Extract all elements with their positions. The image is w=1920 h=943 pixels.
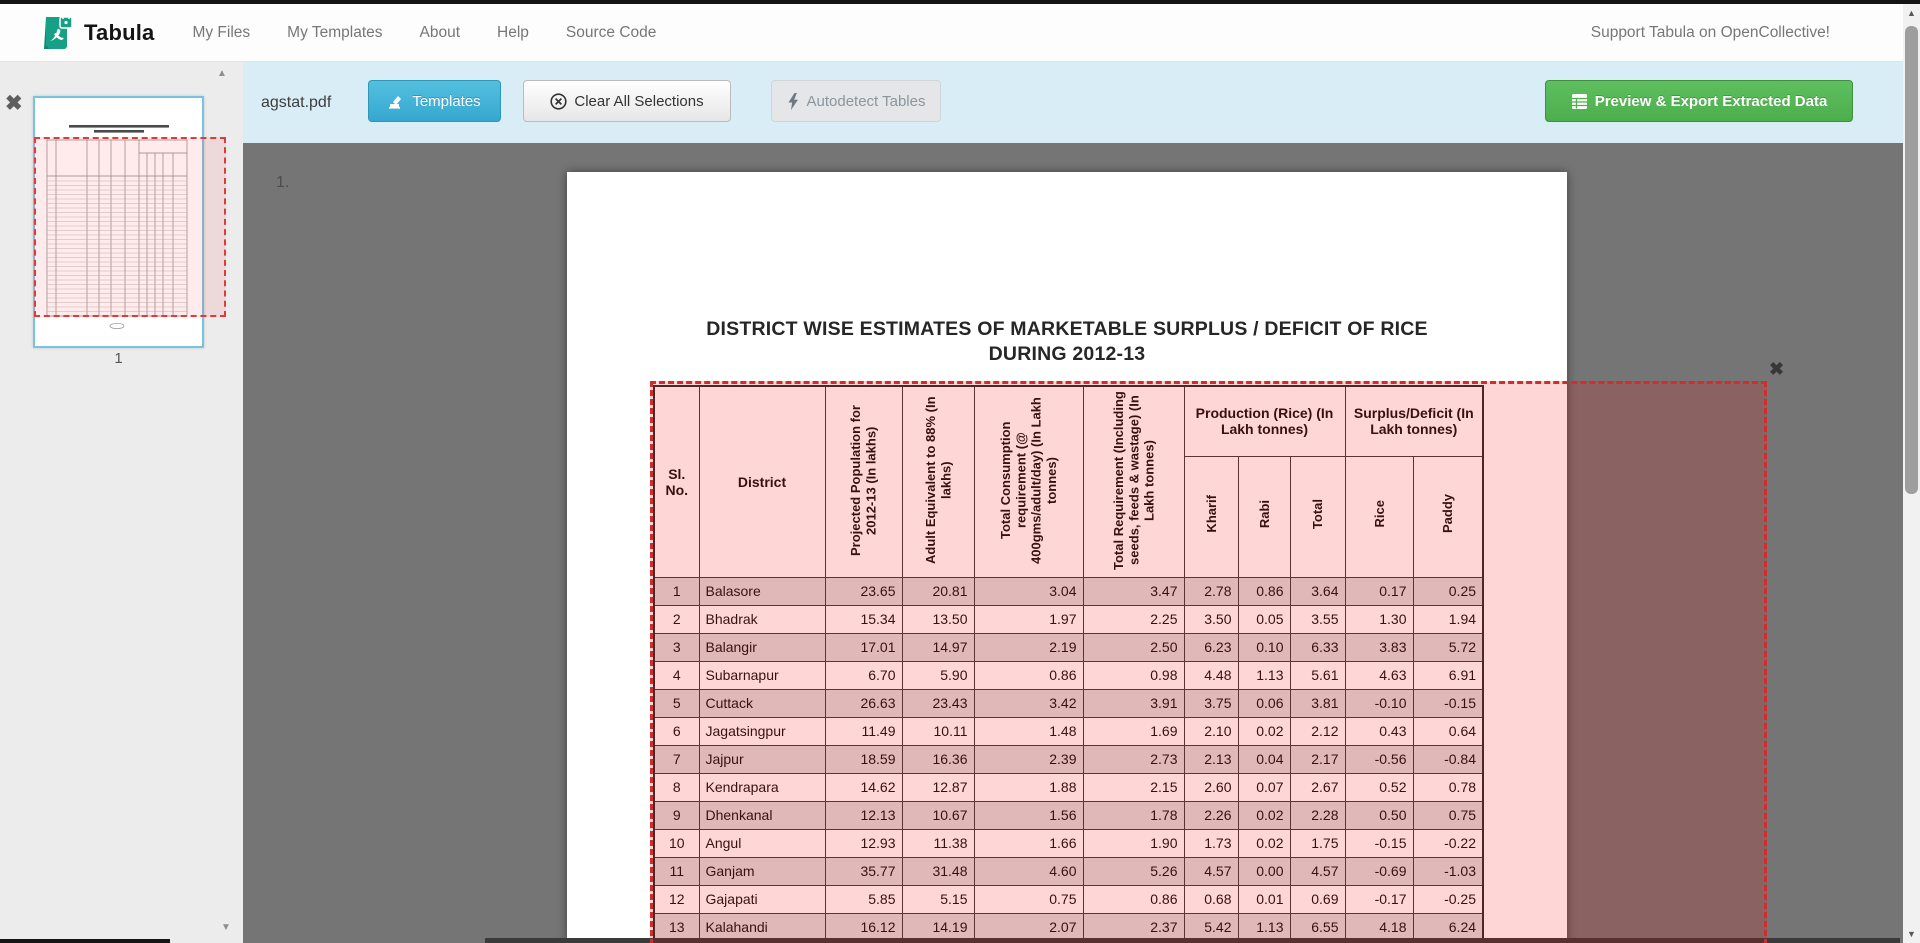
- table-cell: 5.15: [902, 885, 974, 913]
- table-cell: 0.01: [1238, 885, 1290, 913]
- table-cell: 5.90: [902, 661, 974, 689]
- table-cell: -0.69: [1345, 857, 1413, 885]
- table-cell: 5.26: [1083, 857, 1184, 885]
- table-cell: Kendrapara: [699, 773, 825, 801]
- table-cell: 0.43: [1345, 717, 1413, 745]
- sidebar-scroll-down-icon[interactable]: ▼: [221, 922, 231, 933]
- table-cell: 5: [654, 689, 699, 717]
- export-button-label: Preview & Export Extracted Data: [1594, 92, 1828, 110]
- table-cell: 0.78: [1413, 773, 1483, 801]
- nav-link[interactable]: About: [419, 23, 461, 41]
- table-cell: Ganjam: [699, 857, 825, 885]
- table-cell: 2.60: [1184, 773, 1238, 801]
- col-header-projected-population: Projected Population for 2012-13 (In lakhs): [848, 404, 879, 556]
- table-cell: 3.64: [1290, 577, 1345, 605]
- table-cell: 0.02: [1238, 801, 1290, 829]
- templates-button-label: Templates: [412, 92, 481, 110]
- filename-label: agstat.pdf: [261, 93, 332, 111]
- col-header-paddy: Paddy: [1440, 494, 1456, 534]
- table-cell: -0.15: [1345, 829, 1413, 857]
- table-cell: 4.18: [1345, 913, 1413, 941]
- table-cell: Gajapati: [699, 885, 825, 913]
- table-cell: 2.37: [1083, 913, 1184, 941]
- table-cell: 18.59: [825, 745, 902, 773]
- table-cell: 3.91: [1083, 689, 1184, 717]
- table-cell: 0.75: [974, 885, 1083, 913]
- table-cell: 2.50: [1083, 633, 1184, 661]
- table-cell: 8: [654, 773, 699, 801]
- table-cell: Kalahandi: [699, 913, 825, 941]
- table-cell: Balasore: [699, 577, 825, 605]
- table-cell: 2.17: [1290, 745, 1345, 773]
- table-cell: 17.01: [825, 633, 902, 661]
- page-marker: 1.: [276, 174, 290, 191]
- table-list-icon: [1571, 93, 1588, 110]
- table-cell: 6.33: [1290, 633, 1345, 661]
- sidebar-scroll-up-icon[interactable]: ▲: [217, 68, 227, 79]
- table-cell: 2.26: [1184, 801, 1238, 829]
- table-cell: 0.75: [1413, 801, 1483, 829]
- table-cell: 1.90: [1083, 829, 1184, 857]
- table-cell: 3.50: [1184, 605, 1238, 633]
- table-cell: -0.15: [1413, 689, 1483, 717]
- lightning-icon: [787, 93, 800, 110]
- table-cell: 12: [654, 885, 699, 913]
- pdf-title: [567, 317, 1567, 367]
- col-header-surplus-group: Surplus/Deficit (In Lakh tonnes): [1345, 386, 1483, 456]
- nav-link[interactable]: Help: [497, 23, 529, 41]
- table-cell: 0.64: [1413, 717, 1483, 745]
- scrollbar-up-icon[interactable]: ▲: [1907, 8, 1916, 18]
- tabula-logo-icon: [40, 13, 74, 53]
- table-cell: 14.62: [825, 773, 902, 801]
- table-cell: 2.15: [1083, 773, 1184, 801]
- table-cell: 1.13: [1238, 913, 1290, 941]
- selection-close-icon[interactable]: ✖: [1769, 359, 1785, 379]
- table-cell: 10.67: [902, 801, 974, 829]
- page-scrollbar[interactable]: [1903, 4, 1920, 943]
- table-cell: 6.55: [1290, 913, 1345, 941]
- table-cell: 1.97: [974, 605, 1083, 633]
- table-cell: 0.86: [1238, 577, 1290, 605]
- circle-x-icon: [550, 93, 567, 110]
- pdf-title-line1: DISTRICT WISE ESTIMATES OF MARKETABLE SURPLUS / DEFICIT OF RICE: [706, 318, 1428, 340]
- preview-export-button[interactable]: [1545, 80, 1853, 122]
- pdf-title-line2: DURING 2012-13: [988, 343, 1146, 365]
- table-cell: 0.05: [1238, 605, 1290, 633]
- table-cell: 2.25: [1083, 605, 1184, 633]
- clear-button-label: Clear All Selections: [574, 92, 704, 110]
- table-cell: 6.23: [1184, 633, 1238, 661]
- table-cell: Angul: [699, 829, 825, 857]
- table-cell: 0.69: [1290, 885, 1345, 913]
- table-cell: 13.50: [902, 605, 974, 633]
- table-cell: 26.63: [825, 689, 902, 717]
- table-cell: 4.60: [974, 857, 1083, 885]
- table-cell: 12.93: [825, 829, 902, 857]
- thumbnail-page-number: 1: [114, 350, 123, 367]
- table-cell: -1.03: [1413, 857, 1483, 885]
- table-cell: 11: [654, 857, 699, 885]
- brand-link[interactable]: [40, 13, 154, 53]
- col-header-adult-equivalent: Adult Equivalent to 88% (In lakhs): [922, 396, 953, 565]
- table-cell: 4.57: [1290, 857, 1345, 885]
- table-cell: 1.56: [974, 801, 1083, 829]
- table-cell: 0.52: [1345, 773, 1413, 801]
- table-cell: 13: [654, 913, 699, 941]
- table-cell: 3.81: [1290, 689, 1345, 717]
- table-cell: 2.39: [974, 745, 1083, 773]
- col-header-district: District: [699, 386, 825, 577]
- scrollbar-down-icon[interactable]: ▼: [1907, 929, 1916, 939]
- table-cell: 1.30: [1345, 605, 1413, 633]
- table-cell: -0.25: [1413, 885, 1483, 913]
- table-cell: 16.12: [825, 913, 902, 941]
- table-cell: -0.10: [1345, 689, 1413, 717]
- table-cell: 0.86: [1083, 885, 1184, 913]
- table-cell: 0.06: [1238, 689, 1290, 717]
- table-cell: 2.67: [1290, 773, 1345, 801]
- clear-all-selections-button[interactable]: [523, 80, 731, 122]
- table-cell: 0.10: [1238, 633, 1290, 661]
- scrollbar-thumb[interactable]: [1905, 26, 1918, 494]
- window-top-strip: [0, 0, 1920, 4]
- table-cell: 6.70: [825, 661, 902, 689]
- stamp-icon: [388, 93, 405, 110]
- table-cell: 1: [654, 577, 699, 605]
- table-cell: 11.49: [825, 717, 902, 745]
- table-cell: 0.50: [1345, 801, 1413, 829]
- table-cell: 3: [654, 633, 699, 661]
- autodetect-tables-button[interactable]: [771, 80, 941, 122]
- table-cell: 0.98: [1083, 661, 1184, 689]
- support-link[interactable]: Support Tabula on OpenCollective!: [1590, 23, 1830, 41]
- nav-links: [192, 24, 656, 42]
- table-cell: 2.73: [1083, 745, 1184, 773]
- table-cell: 3.42: [974, 689, 1083, 717]
- table-cell: 20.81: [902, 577, 974, 605]
- table-cell: 2.13: [1184, 745, 1238, 773]
- table-cell: 10.11: [902, 717, 974, 745]
- toolbar: [243, 62, 1903, 143]
- selection-box[interactable]: [650, 381, 1767, 943]
- table-cell: 11.38: [902, 829, 974, 857]
- table-cell: 2.28: [1290, 801, 1345, 829]
- table-cell: Subarnapur: [699, 661, 825, 689]
- table-cell: 0.07: [1238, 773, 1290, 801]
- table-cell: 9: [654, 801, 699, 829]
- col-header-kharif: Kharif: [1203, 495, 1219, 533]
- table-cell: 1.13: [1238, 661, 1290, 689]
- table-cell: 1.75: [1290, 829, 1345, 857]
- table-cell: 6: [654, 717, 699, 745]
- table-cell: 2: [654, 605, 699, 633]
- table-cell: 7: [654, 745, 699, 773]
- table-cell: 5.72: [1413, 633, 1483, 661]
- thumbnail-close-icon[interactable]: ✖: [5, 92, 23, 115]
- table-cell: 4.63: [1345, 661, 1413, 689]
- table-cell: 35.77: [825, 857, 902, 885]
- nav-link[interactable]: Source Code: [565, 23, 657, 41]
- table-cell: 1.66: [974, 829, 1083, 857]
- table-cell: 0.02: [1238, 717, 1290, 745]
- nav-link[interactable]: My Files: [192, 23, 251, 41]
- brand-name: Tabula: [84, 19, 155, 45]
- table-cell: 31.48: [902, 857, 974, 885]
- table-cell: 3.75: [1184, 689, 1238, 717]
- table-cell: Bhadrak: [699, 605, 825, 633]
- navbar: [0, 4, 1920, 62]
- col-header-total-requirement: Total Requirement (Including seeds, feeds & wastage) (In Lakh tonnes): [1110, 390, 1157, 570]
- thumbnail-selection-box[interactable]: [34, 137, 226, 317]
- table-cell: 2.78: [1184, 577, 1238, 605]
- table-cell: 0.04: [1238, 745, 1290, 773]
- table-cell: Jajpur: [699, 745, 825, 773]
- table-cell: 0.17: [1345, 577, 1413, 605]
- col-header-total: Total: [1310, 498, 1325, 530]
- table-cell: Jagatsingpur: [699, 717, 825, 745]
- table-cell: 4.57: [1184, 857, 1238, 885]
- table-cell: Cuttack: [699, 689, 825, 717]
- table-cell: 1.48: [974, 717, 1083, 745]
- table-cell: 2.19: [974, 633, 1083, 661]
- col-header-slno: Sl. No.: [654, 386, 699, 577]
- table-cell: 3.83: [1345, 633, 1413, 661]
- table-cell: 0.02: [1238, 829, 1290, 857]
- table-cell: -0.56: [1345, 745, 1413, 773]
- table-cell: 6.24: [1413, 913, 1483, 941]
- table-cell: 14.97: [902, 633, 974, 661]
- col-header-rabi: Rabi: [1256, 499, 1272, 529]
- templates-button[interactable]: [368, 80, 501, 122]
- table-cell: 0.86: [974, 661, 1083, 689]
- table-cell: -0.84: [1413, 745, 1483, 773]
- table-cell: 2.12: [1290, 717, 1345, 745]
- table-cell: 10: [654, 829, 699, 857]
- table-cell: 5.61: [1290, 661, 1345, 689]
- bottom-left-strip: [0, 939, 170, 943]
- table-cell: 2.07: [974, 913, 1083, 941]
- table-cell: 12.87: [902, 773, 974, 801]
- table-cell: 23.65: [825, 577, 902, 605]
- table-cell: 15.34: [825, 605, 902, 633]
- col-header-production-group: Production (Rice) (In Lakh tonnes): [1184, 386, 1345, 456]
- table-cell: Balangir: [699, 633, 825, 661]
- table-cell: 0.68: [1184, 885, 1238, 913]
- table-cell: 3.04: [974, 577, 1083, 605]
- table-cell: 2.10: [1184, 717, 1238, 745]
- table-cell: 1.94: [1413, 605, 1483, 633]
- table-cell: 14.19: [902, 913, 974, 941]
- table-cell: 1.78: [1083, 801, 1184, 829]
- table-cell: 23.43: [902, 689, 974, 717]
- table-cell: 1.73: [1184, 829, 1238, 857]
- table-cell: 5.42: [1184, 913, 1238, 941]
- table-cell: 1.88: [974, 773, 1083, 801]
- autodetect-button-label: Autodetect Tables: [806, 92, 926, 110]
- table-cell: 16.36: [902, 745, 974, 773]
- table-cell: Dhenkanal: [699, 801, 825, 829]
- table-cell: 1.69: [1083, 717, 1184, 745]
- table-cell: 4.48: [1184, 661, 1238, 689]
- col-header-total-consumption: Total Consumption requirement (@ 400gms/adult/day) (In Lakh tonnes): [997, 396, 1059, 564]
- table-cell: -0.22: [1413, 829, 1483, 857]
- table-cell: 4: [654, 661, 699, 689]
- nav-link[interactable]: My Templates: [287, 23, 383, 41]
- table-cell: 3.55: [1290, 605, 1345, 633]
- table-cell: 3.47: [1083, 577, 1184, 605]
- table-cell: 0.25: [1413, 577, 1483, 605]
- table-cell: 6.91: [1413, 661, 1483, 689]
- table-cell: -0.17: [1345, 885, 1413, 913]
- col-header-rice: Rice: [1371, 500, 1387, 528]
- table-cell: 5.85: [825, 885, 902, 913]
- table-cell: 12.13: [825, 801, 902, 829]
- table-cell: 0.00: [1238, 857, 1290, 885]
